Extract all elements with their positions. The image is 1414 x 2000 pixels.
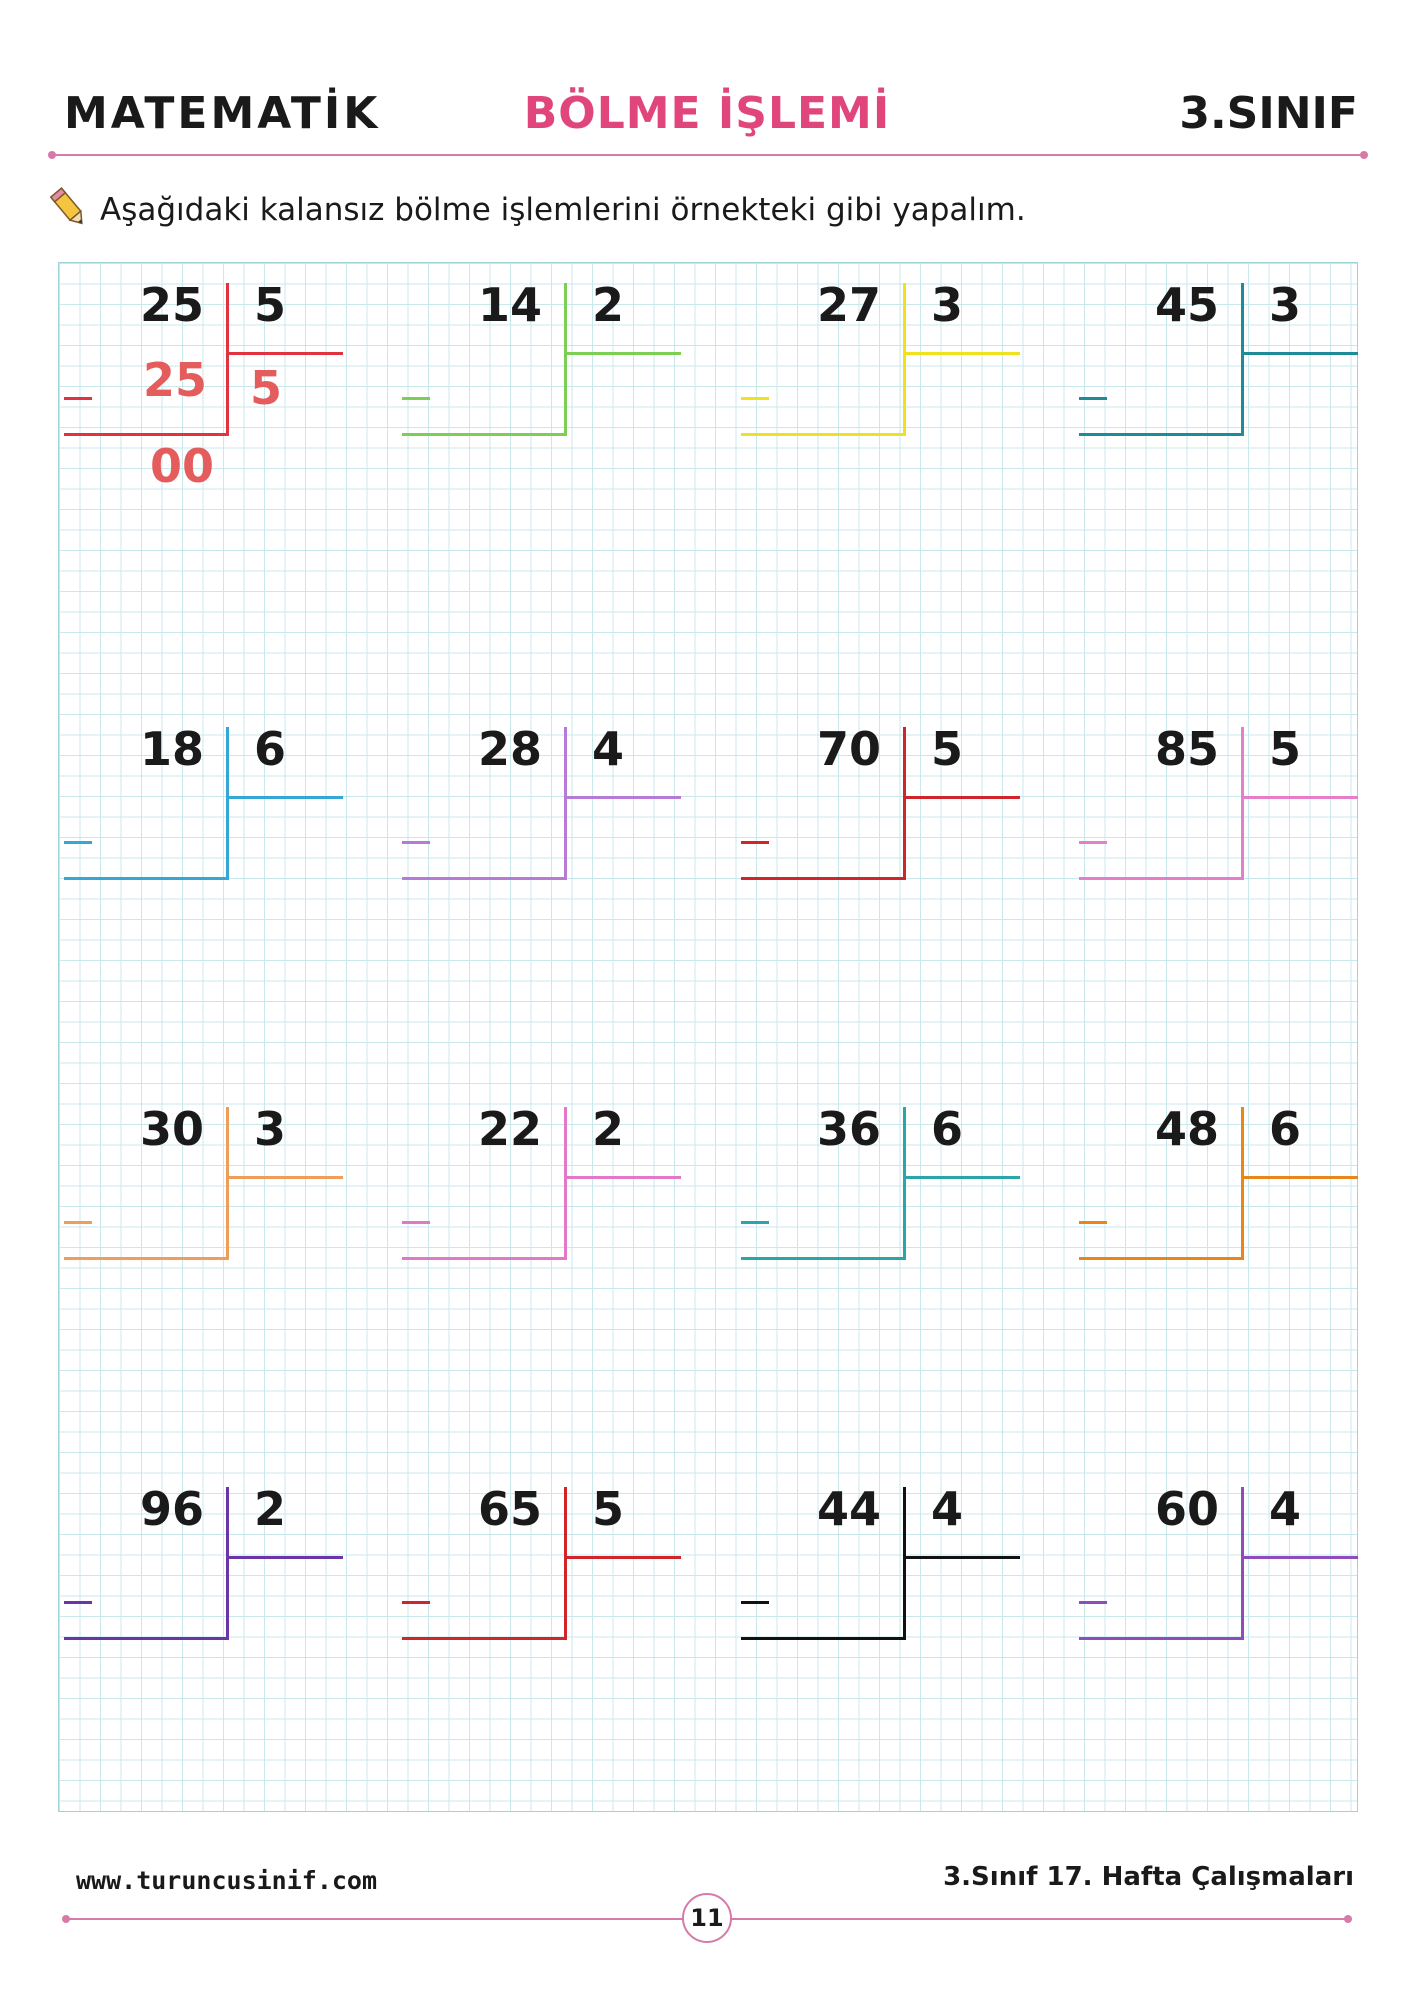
- dividend: 22: [477, 1102, 542, 1156]
- division-bar-vertical: [903, 283, 906, 435]
- example-quotient: 5: [250, 361, 283, 415]
- result-line: [741, 1257, 906, 1260]
- divisor: 3: [931, 278, 964, 332]
- divisor: 2: [592, 278, 625, 332]
- division-bar-vertical: [564, 1107, 567, 1259]
- division-problem: [741, 1087, 1041, 1347]
- division-problem: [64, 1467, 364, 1727]
- footer-week-label: 3.Sınıf 17. Hafta Çalışmaları: [943, 1862, 1354, 1892]
- footer-website: www.turuncusinif.com: [76, 1866, 378, 1895]
- dividend: 28: [477, 722, 542, 776]
- minus-sign: [402, 397, 430, 400]
- dividend: 85: [1154, 722, 1219, 776]
- result-line: [1079, 1637, 1244, 1640]
- quotient-line: [226, 1556, 343, 1559]
- subject-title: MATEMATİK: [64, 88, 381, 139]
- quotient-line: [564, 352, 681, 355]
- division-bar-vertical: [1241, 1487, 1244, 1639]
- quotient-line: [564, 1176, 681, 1179]
- division-problem: [741, 707, 1041, 967]
- dividend: 96: [139, 1482, 204, 1536]
- dividend: 25: [139, 278, 204, 332]
- dividend: 30: [139, 1102, 204, 1156]
- quotient-line: [1241, 796, 1358, 799]
- division-problem: [402, 263, 702, 523]
- divisor: 3: [254, 1102, 287, 1156]
- divisor: 5: [1269, 722, 1302, 776]
- division-problem: [741, 1467, 1041, 1727]
- division-bar-vertical: [1241, 283, 1244, 435]
- division-bar-vertical: [226, 1487, 229, 1639]
- result-line: [64, 433, 229, 436]
- result-line: [741, 433, 906, 436]
- division-bar-vertical: [564, 283, 567, 435]
- minus-sign: [64, 1221, 92, 1224]
- dividend: 60: [1154, 1482, 1219, 1536]
- header-divider: [50, 154, 1366, 156]
- divisor: 5: [592, 1482, 625, 1536]
- division-bar-vertical: [226, 727, 229, 879]
- page-number: 11: [682, 1893, 732, 1943]
- dividend: 48: [1154, 1102, 1219, 1156]
- quotient-line: [564, 1556, 681, 1559]
- minus-sign: [64, 397, 92, 400]
- minus-sign: [402, 1221, 430, 1224]
- divisor: 6: [931, 1102, 964, 1156]
- division-problem: [1079, 1087, 1379, 1347]
- minus-sign: [741, 1601, 769, 1604]
- division-problem: [64, 707, 364, 967]
- minus-sign: [741, 1221, 769, 1224]
- minus-sign: [741, 841, 769, 844]
- minus-sign: [402, 841, 430, 844]
- quotient-line: [226, 352, 343, 355]
- division-bar-vertical: [1241, 727, 1244, 879]
- dividend: 18: [139, 722, 204, 776]
- division-bar-vertical: [903, 727, 906, 879]
- division-problem: [64, 1087, 364, 1347]
- grade-label: 3.SINIF: [1179, 88, 1358, 139]
- quotient-line: [564, 796, 681, 799]
- division-problem: [1079, 263, 1379, 523]
- division-problem: [1079, 1467, 1379, 1727]
- division-bar-vertical: [226, 283, 229, 435]
- result-line: [64, 1637, 229, 1640]
- quotient-line: [226, 796, 343, 799]
- division-bar-vertical: [564, 727, 567, 879]
- instruction-row: [50, 186, 1026, 234]
- quotient-line: [903, 1176, 1020, 1179]
- division-problem: [1079, 707, 1379, 967]
- quotient-line: [903, 1556, 1020, 1559]
- minus-sign: [402, 1601, 430, 1604]
- division-problem: [402, 1467, 702, 1727]
- minus-sign: [64, 841, 92, 844]
- dividend: 45: [1154, 278, 1219, 332]
- result-line: [741, 1637, 906, 1640]
- division-bar-vertical: [1241, 1107, 1244, 1259]
- division-problem: [402, 1087, 702, 1347]
- minus-sign: [1079, 841, 1107, 844]
- example-product: 25: [143, 353, 208, 407]
- minus-sign: [1079, 397, 1107, 400]
- minus-sign: [741, 397, 769, 400]
- quotient-line: [226, 1176, 343, 1179]
- result-line: [741, 877, 906, 880]
- worksheet-grid: [58, 262, 1358, 1812]
- quotient-line: [1241, 1176, 1358, 1179]
- division-problem: [402, 707, 702, 967]
- minus-sign: [1079, 1221, 1107, 1224]
- divisor: 4: [592, 722, 625, 776]
- quotient-line: [1241, 1556, 1358, 1559]
- divisor: 5: [254, 278, 287, 332]
- division-bar-vertical: [903, 1487, 906, 1639]
- division-bar-vertical: [226, 1107, 229, 1259]
- result-line: [402, 1637, 567, 1640]
- divisor: 5: [931, 722, 964, 776]
- divisor: 4: [931, 1482, 964, 1536]
- divisor: 2: [254, 1482, 287, 1536]
- divisor: 3: [1269, 278, 1302, 332]
- divisor: 6: [254, 722, 287, 776]
- topic-title: BÖLME İŞLEMİ: [523, 88, 891, 139]
- divisor: 2: [592, 1102, 625, 1156]
- dividend: 70: [816, 722, 881, 776]
- divisor: 6: [1269, 1102, 1302, 1156]
- minus-sign: [1079, 1601, 1107, 1604]
- result-line: [64, 1257, 229, 1260]
- pencil-icon: [50, 186, 88, 234]
- dividend: 44: [816, 1482, 881, 1536]
- result-line: [402, 1257, 567, 1260]
- example-remainder: 00: [150, 439, 215, 493]
- dividend: 36: [816, 1102, 881, 1156]
- result-line: [402, 877, 567, 880]
- result-line: [402, 433, 567, 436]
- division-problem: [741, 263, 1041, 523]
- dividend: 65: [477, 1482, 542, 1536]
- result-line: [64, 877, 229, 880]
- dividend: 14: [477, 278, 542, 332]
- division-bar-vertical: [903, 1107, 906, 1259]
- quotient-line: [1241, 352, 1358, 355]
- division-bar-vertical: [564, 1487, 567, 1639]
- quotient-line: [903, 352, 1020, 355]
- dividend: 27: [816, 278, 881, 332]
- divisor: 4: [1269, 1482, 1302, 1536]
- minus-sign: [64, 1601, 92, 1604]
- quotient-line: [903, 796, 1020, 799]
- result-line: [1079, 433, 1244, 436]
- result-line: [1079, 1257, 1244, 1260]
- instruction-text: Aşağıdaki kalansız bölme işlemlerini örnekteki gibi yapalım.: [100, 192, 1026, 228]
- result-line: [1079, 877, 1244, 880]
